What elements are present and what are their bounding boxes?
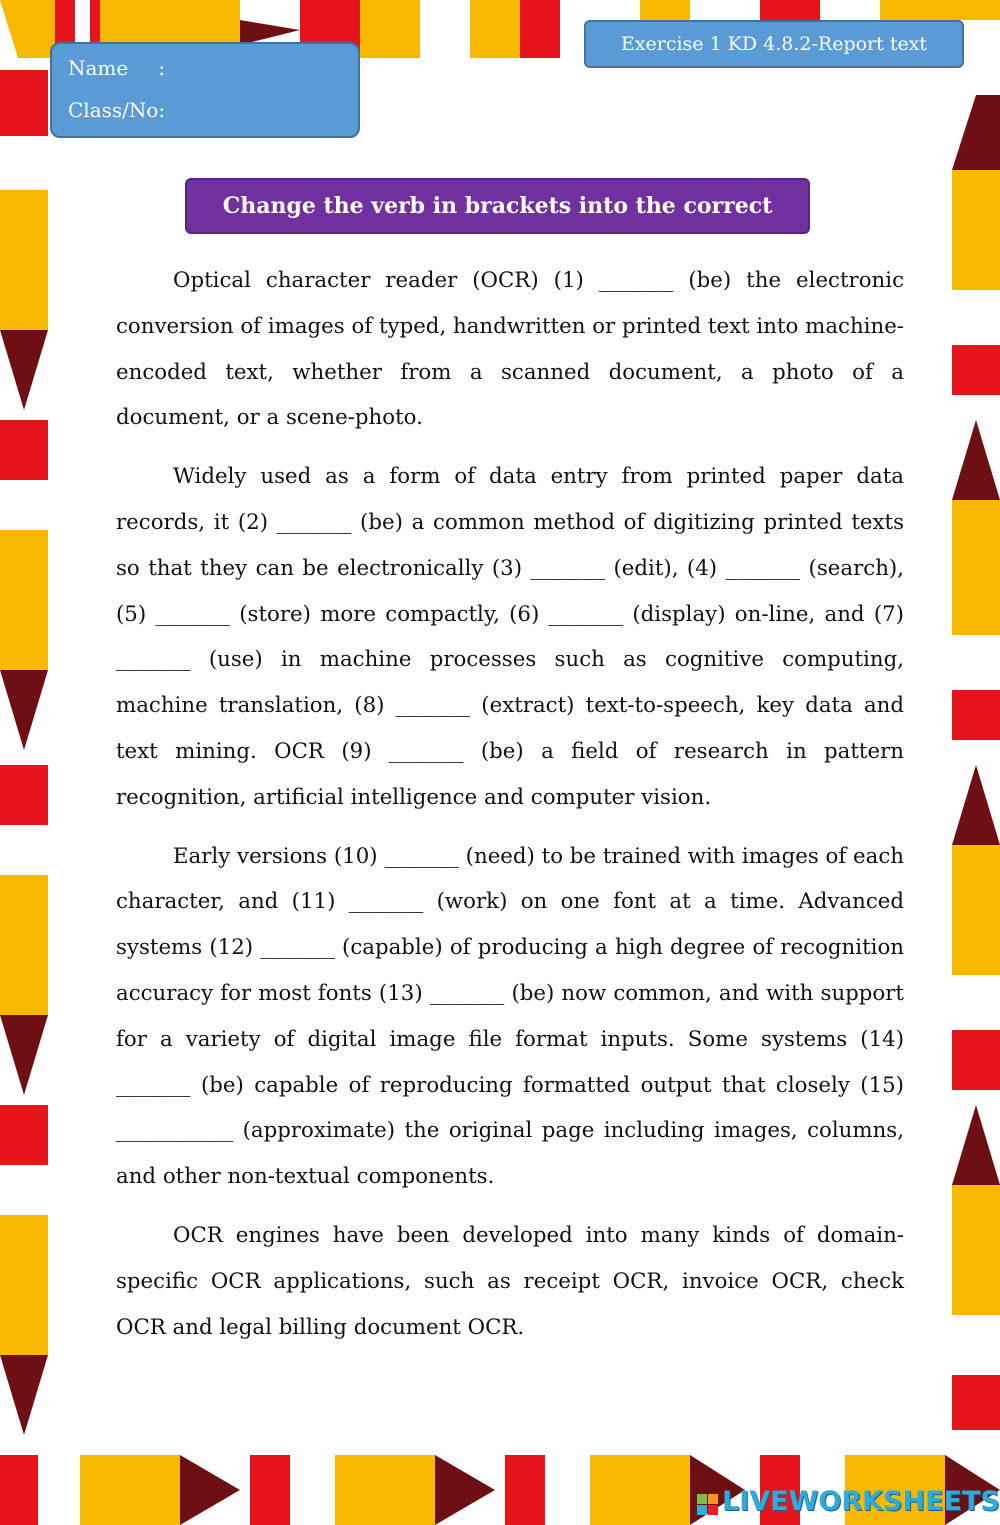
student-info-box [50, 42, 360, 138]
class-label: Class/No: [68, 98, 166, 122]
name-label: Name [68, 56, 129, 80]
pencil-top-5 [640, 0, 1000, 20]
pencil-top-4 [470, 0, 560, 58]
pencil-bottom-2 [250, 1455, 495, 1525]
pencil-right-1 [952, 95, 1000, 395]
instruction-banner: Change the verb in brackets into the correct form! [185, 178, 810, 234]
pencil-left-1 [0, 70, 48, 410]
report-text [116, 258, 904, 1363]
pencil-left-4 [0, 1105, 48, 1435]
paragraph-3: Early versions (10) _______ (need) to be trained with images of each character, and (11) _______ (work) on one font at a time. Advanced systems (12) _______ (capable) of producing a high degree of recognition accuracy for most fonts (13) _______ (be) now common, and with support for a variety of digital image file format inputs. Some systems (14) _______ (be) capable of reproducing formatted output that closely (15) ___________ (approximate) the original page including images, columns, and other non-textual components. [116, 843, 904, 1190]
name-row [68, 56, 165, 80]
paragraph-1: Optical character reader (OCR) (1) _______ (be) the electronic conversion of images of typed, handwritten or printed text into machine-encoded text, whether from a scanned document, a photo of a document, or a scene-photo. [116, 268, 904, 431]
pencil-bottom-1 [0, 1455, 240, 1525]
paragraph-4: OCR engines have been developed into many kinds of domain-specific OCR applications, such as receipt OCR, invoice OCR, check OCR and legal billing document OCR. [116, 1222, 904, 1340]
pencil-left-3 [0, 765, 48, 1095]
name-colon: : [158, 56, 165, 80]
pencil-left-2 [0, 420, 48, 750]
liveworksheets-logo-icon [695, 1488, 721, 1520]
paragraph-2: Widely used as a form of data entry from printed paper data records, it (2) _______ (be) a common method of digitizing printed texts so that they can be electronically (3) _______ (edit), (4) _______ (search), (5) _______ (store) more compactly, (6) _______ (display) on-line, and (7) _______ (use) in machine processes such as cognitive computing, machine translation, (8) _______ (extract) text-to-speech, key data and text mining. OCR (9) _______ (be) a field of research in pattern recognition, artificial intelligence and computer vision. [116, 464, 904, 810]
class-row [68, 98, 165, 122]
pencil-right-2 [952, 420, 1000, 740]
pencil-right-3 [952, 765, 1000, 1090]
exercise-title: Exercise 1 KD 4.8.2-Report text [584, 20, 964, 68]
pencil-right-4 [952, 1105, 1000, 1430]
liveworksheets-watermark: LIVEWORKSHEETS [722, 1486, 1000, 1517]
